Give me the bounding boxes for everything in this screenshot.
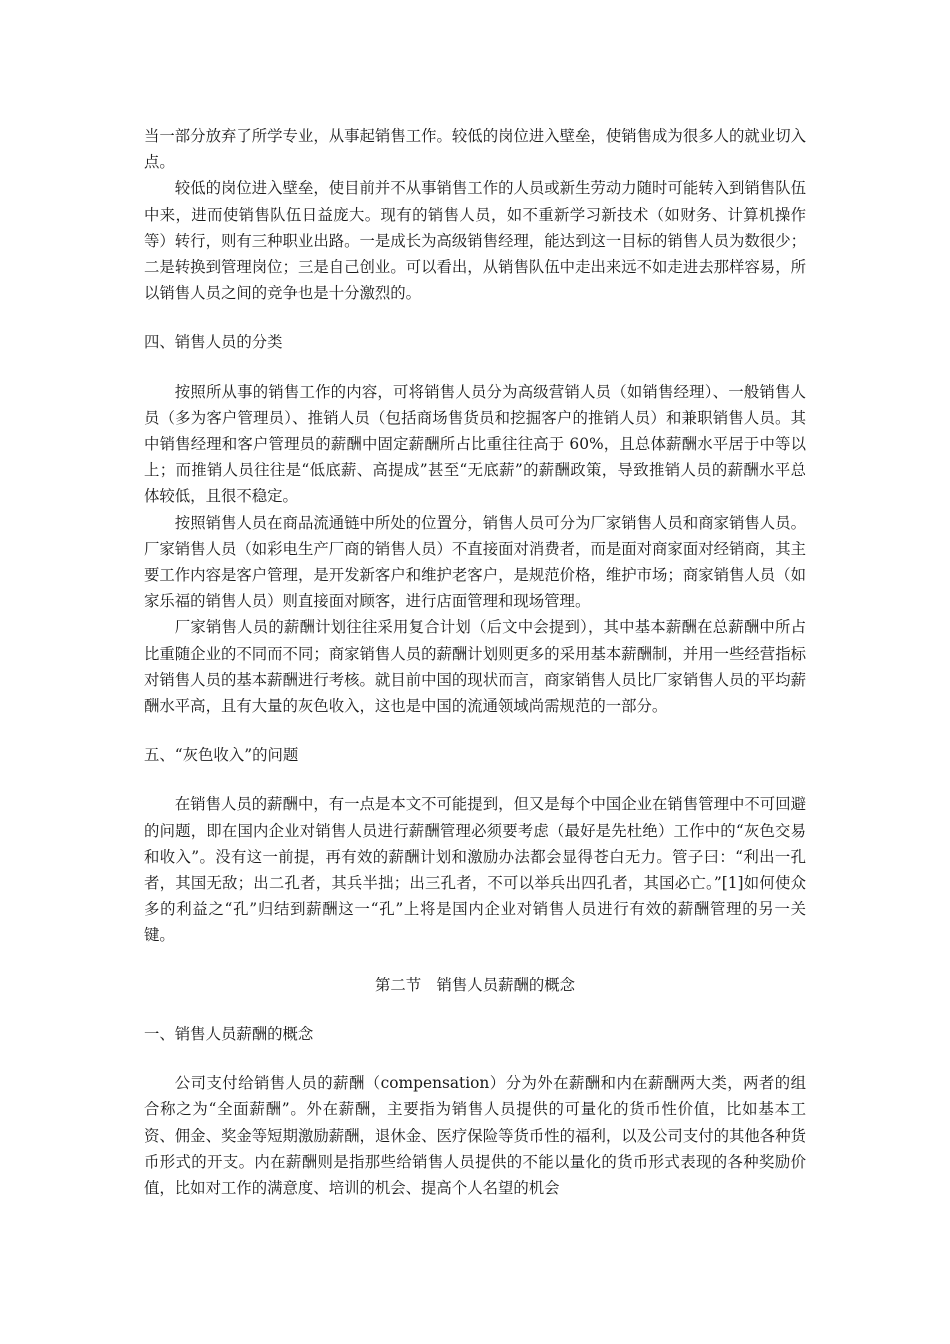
- paragraph-compensation-plans: 厂家销售人员的薪酬计划往往采用复合计划（后文中会提到），其中基本薪酬在总薪酬中所占比重随企业的不同而不同；商家销售人员的薪酬计划则更多的采用基本薪酬制，并用一些经营指标对销售人员的基本薪酬进行考核。就目前中国的现状而言，商家销售人员比厂家销售人员的平均薪酬水平高，且有大量的灰色收入，这也是中国的流通领域尚需规范的一部分。: [144, 618, 806, 716]
- heading-classification: 四、销售人员的分类: [144, 333, 283, 352]
- paragraph-career-entry: 当一部分放弃了所学专业，从事起销售工作。较低的岗位进入壁垒，使销售成为很多人的就业切入点。: [144, 127, 806, 172]
- paragraph-classification-position: 按照销售人员在商品流通链中所处的位置分，销售人员可分为厂家销售人员和商家销售人员。厂家销售人员（如彩电生产厂商的销售人员）不直接面对消费者，而是面对商家面对经销商，其主要工作内容是客户管理，是开发新客户和维护老客户，是规范价格，维护市场；商家销售人员（如家乐福的销售人员）则直接面对顾客，进行店面管理和现场管理。: [144, 513, 806, 611]
- paragraph-classification-content: 按照所从事的销售工作的内容，可将销售人员分为高级营销人员（如销售经理）、一般销售人员（多为客户管理员）、推销人员（包括商场售货员和挖掘客户的推销人员）和兼职销售人员。其中销售经理和客户管理员的薪酬中固定薪酬所占比重往往高于 60%，且总体薪酬水平居于中等以上；而推销人员往往是“低底薪、高提成”甚至“无底薪”的薪酬政策，导致推销人员的薪酬水平总体较低，且很不稳定。: [144, 382, 806, 506]
- paragraph-total-compensation: 公司支付给销售人员的薪酬（compensation）分为外在薪酬和内在薪酬两大类，两者的组合称之为“全面薪酬”。外在薪酬，主要指为销售人员提供的可量化的货币性价值，比如基本工资、佣金、奖金等短期激励薪酬，退休金、医疗保险等货币性的福利，以及公司支付的其他各种货币形式的开支。内在薪酬则是指那些给销售人员提供的不能以量化的货币形式表现的各种奖励价值，比如对工作的满意度、培训的机会、提高个人名望的机会: [144, 1074, 806, 1197]
- heading-compensation-concept: 一、销售人员薪酬的概念: [144, 1024, 314, 1043]
- paragraph-career-paths: 较低的岗位进入壁垒，使目前并不从事销售工作的人员或新生劳动力随时可能转入到销售队伍中来，进而使销售队伍日益庞大。现有的销售人员，如不重新学习新技术（如财务、计算机操作等）转行，则有三种职业出路。一是成长为高级销售经理，能达到这一目标的销售人员为数很少；二是转换到管理岗位；三是自己创业。可以看出，从销售队伍中走出来远不如走进去那样容易，所以销售人员之间的竞争也是十分激烈的。: [144, 179, 806, 303]
- paragraph-grey-income: 在销售人员的薪酬中，有一点是本文不可能提到，但又是每个中国企业在销售管理中不可回避的问题，即在国内企业对销售人员进行薪酬管理必须要考虑（最好是先杜绝）工作中的“灰色交易和收入”。没有这一前提，再有效的薪酬计划和激励办法都会显得苍白无力。管子曰：“利出一孔者，其国无敌；出二孔者，其兵半拙；出三孔者，不可以举兵出四孔者，其国必亡。”[1]如何使众多的利益之“孔”归结到薪酬这一“孔”上将是国内企业对销售人员进行有效的薪酬管理的另一关键。: [144, 795, 806, 945]
- section-title: 第二节 销售人员薪酬的概念: [374, 975, 576, 994]
- heading-grey-income: 五、“灰色收入”的问题: [144, 746, 299, 765]
